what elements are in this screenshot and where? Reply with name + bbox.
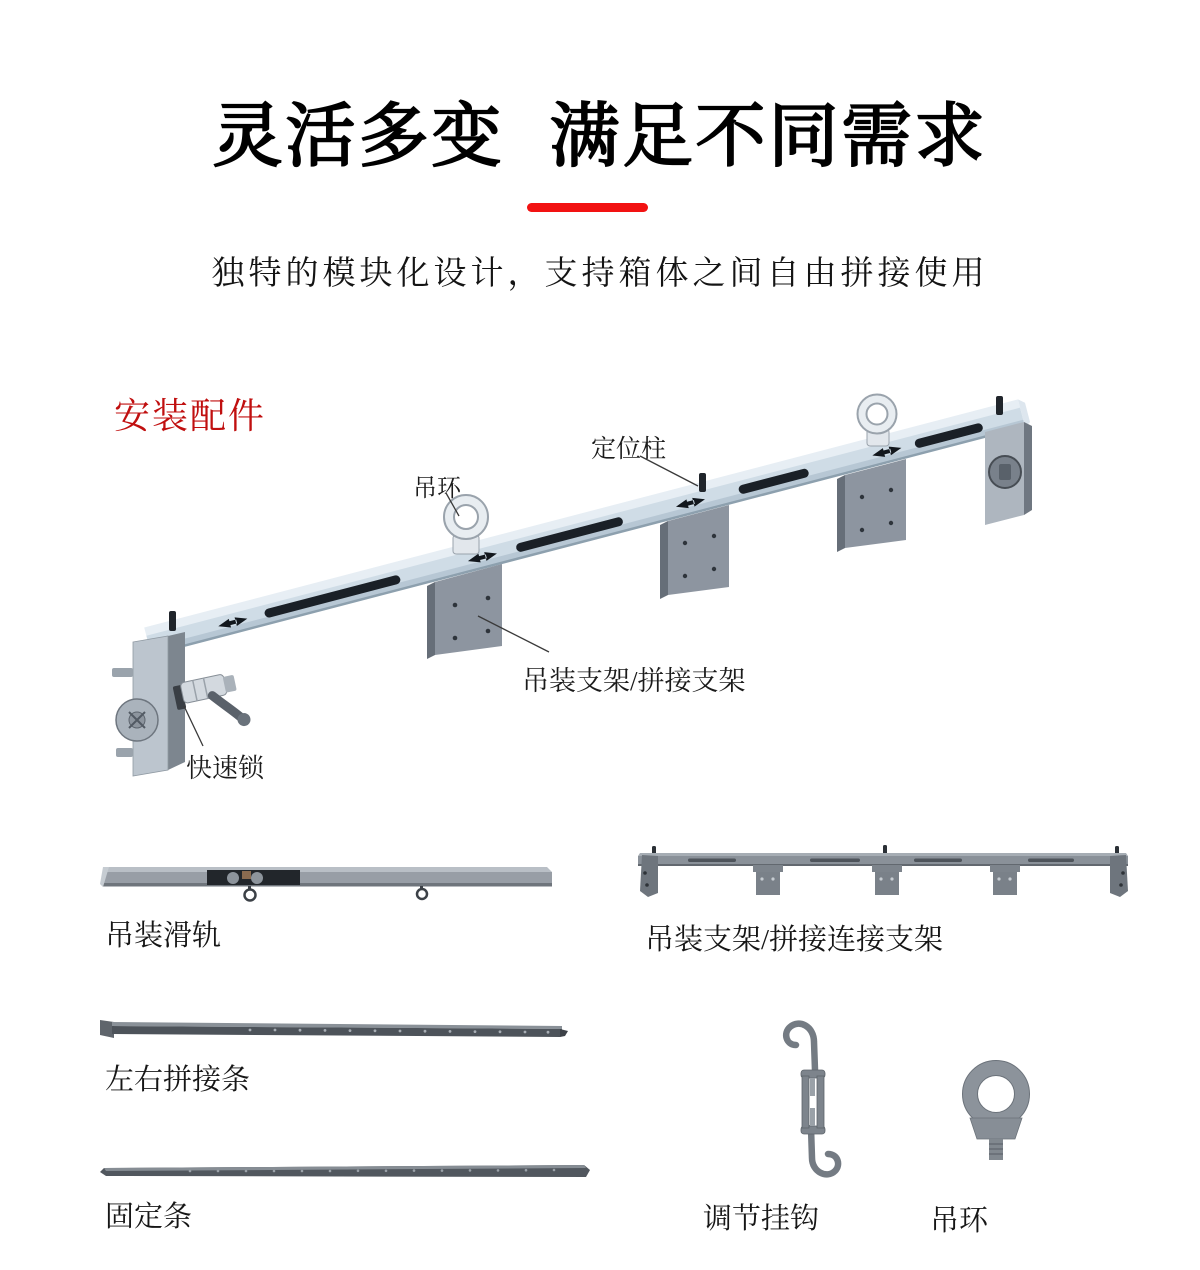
part-label-eye-bolt: 吊环 xyxy=(930,1205,989,1237)
rail-right-end-bracket xyxy=(985,422,1032,525)
callout-quick-lock: 快速锁 xyxy=(186,754,265,783)
part-label-fix-strip: 固定条 xyxy=(105,1201,193,1233)
part-label-splice-strip: 左右拼接条 xyxy=(105,1064,251,1096)
bracket-plates xyxy=(753,865,1020,895)
turnbuckle-graphic xyxy=(770,1008,855,1188)
section-heading: 安装配件 xyxy=(114,395,267,436)
fix-strip-graphic xyxy=(100,1160,592,1184)
callout-lifting-ring: 吊环 xyxy=(413,476,461,502)
rail-left-end-bracket xyxy=(112,632,185,776)
eye-bolt-graphic xyxy=(950,1058,1045,1163)
callout-hanging-bracket: 吊装支架/拼接支架 xyxy=(522,666,746,696)
part-label-slide-rail: 吊装滑轨 xyxy=(105,920,222,952)
part-label-connecting-bracket: 吊装支架/拼接连接支架 xyxy=(645,924,944,956)
page-subtitle: 独特的模块化设计，支持箱体之间自由拼接使用 xyxy=(211,254,989,291)
callout-positioning-post: 定位柱 xyxy=(591,436,667,463)
connecting-bracket-graphic xyxy=(638,843,1130,905)
slide-rail-graphic xyxy=(100,860,555,908)
title-underline xyxy=(527,203,648,212)
assembly-diagram xyxy=(0,380,1200,800)
splice-strip-graphic xyxy=(100,1016,570,1044)
part-label-adjust-hook: 调节挂钩 xyxy=(703,1203,820,1235)
rail-eye-bolt-right xyxy=(862,399,892,446)
page-title: 灵活多变 满足不同需求 xyxy=(212,97,988,175)
